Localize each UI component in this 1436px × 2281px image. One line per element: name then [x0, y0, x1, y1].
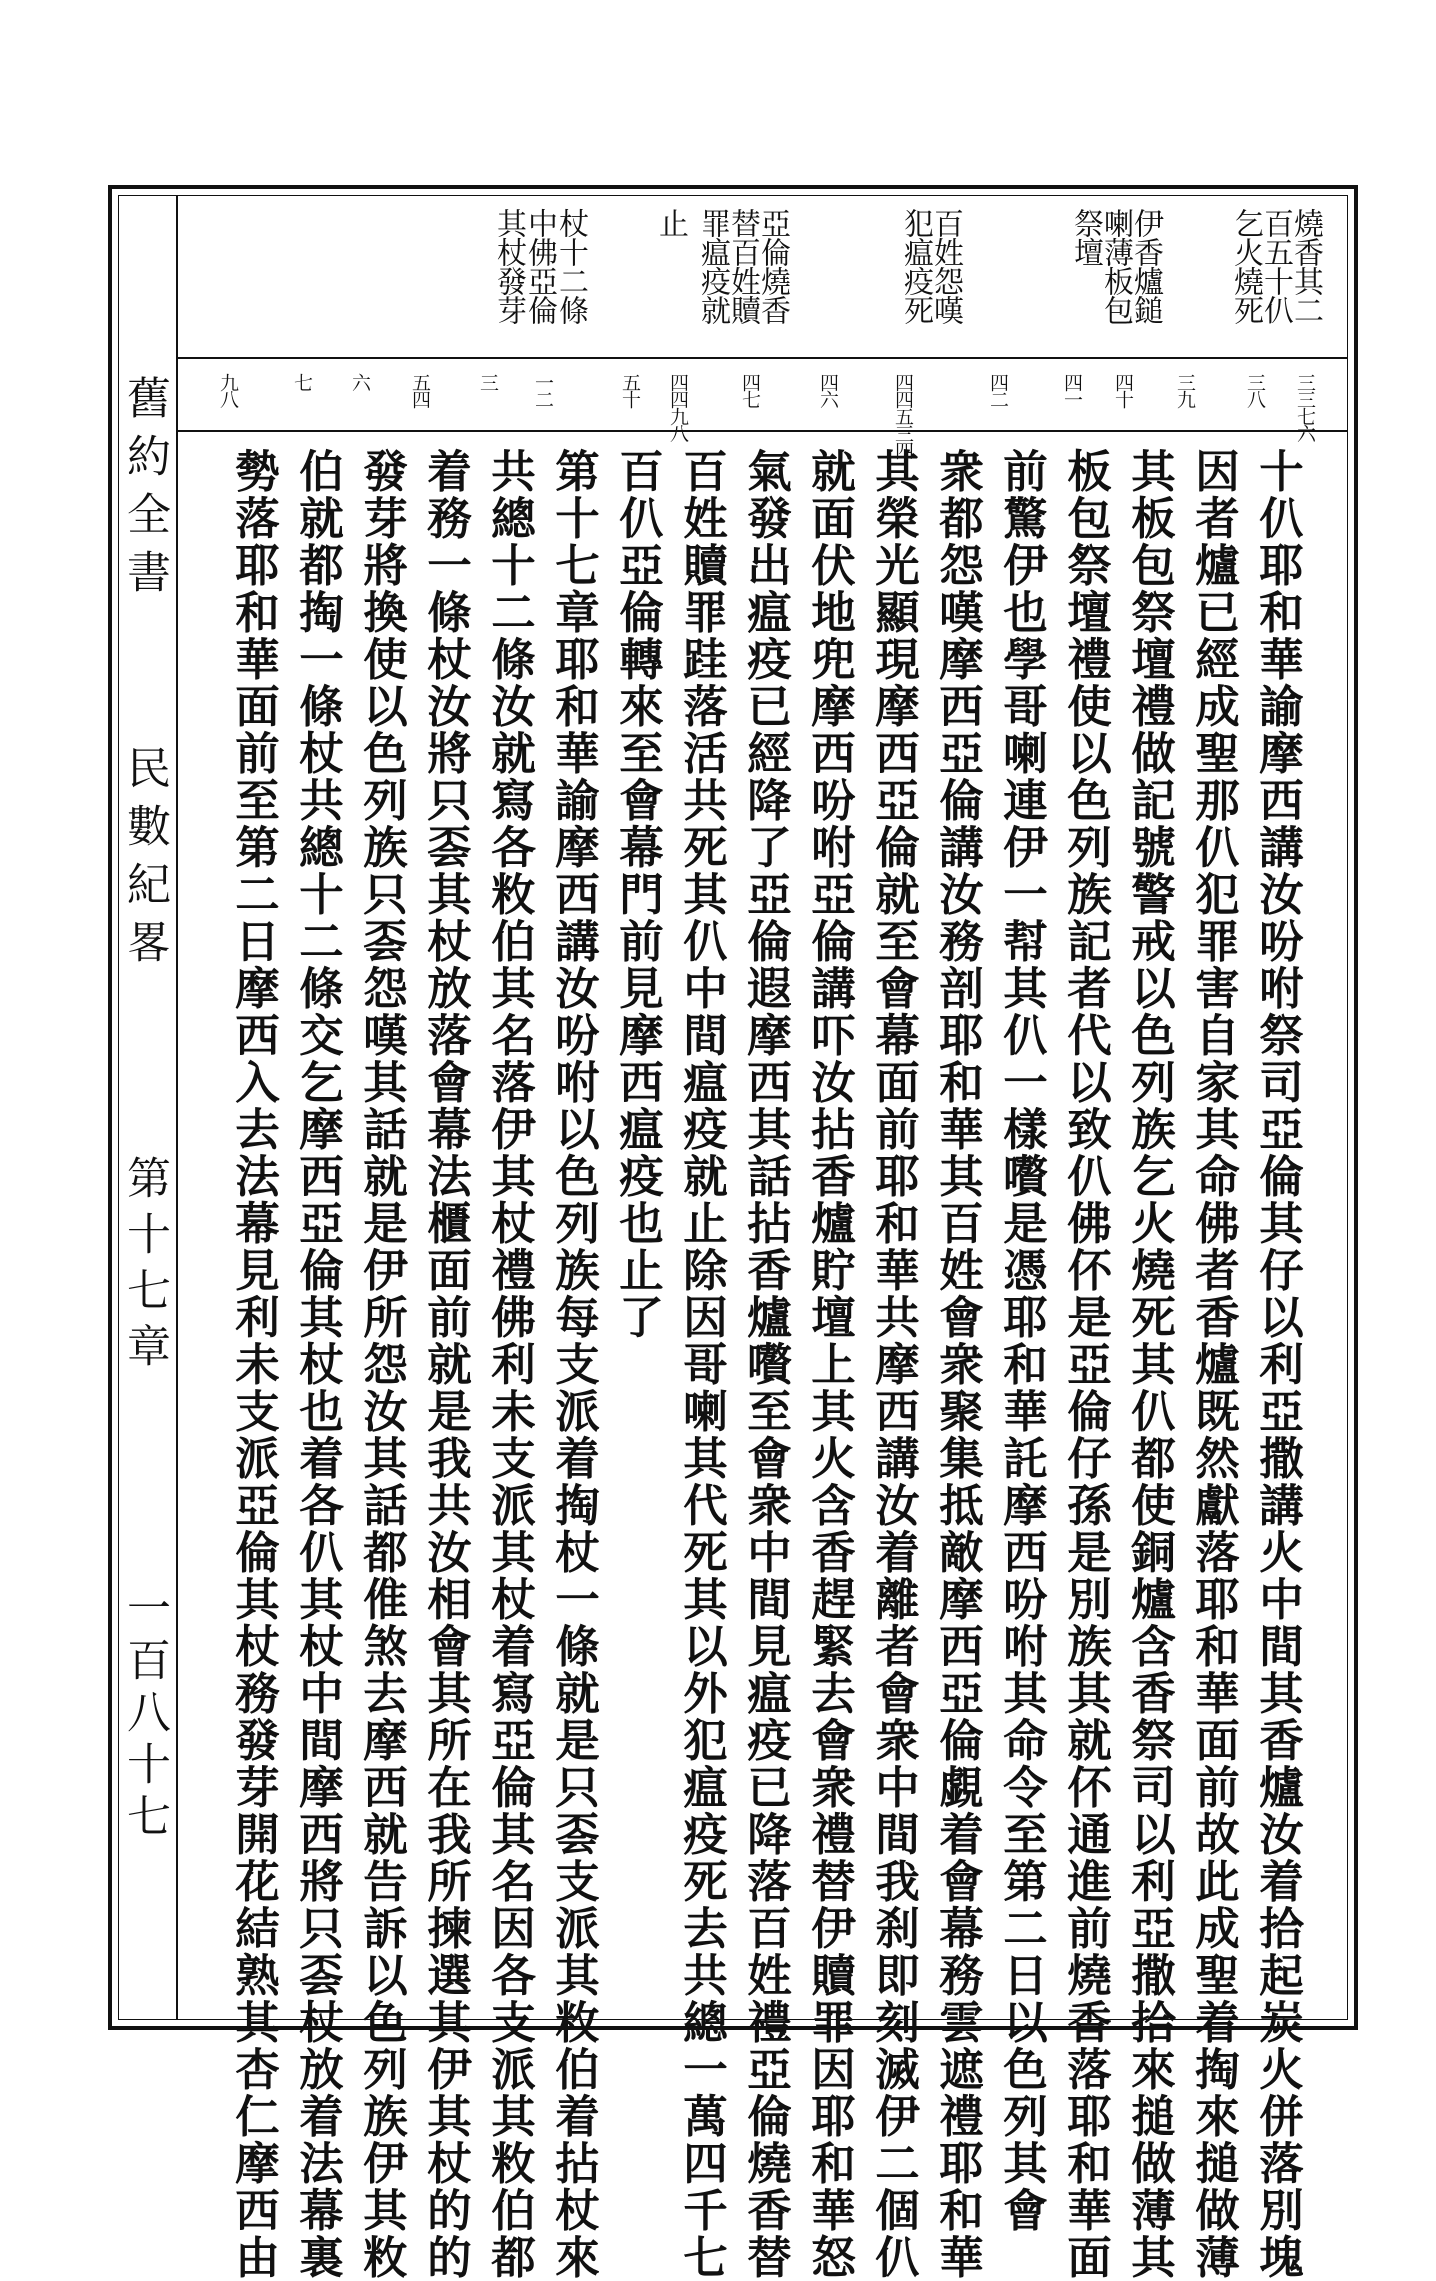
text-column-17: 勢落耶和華面前至第二日摩西入去法幕見利未支派亞倫其杖務發芽開花結熟其杏仁摩西由 — [227, 448, 280, 2281]
book-name: 民數紀畧 — [119, 745, 170, 977]
verse-number: 五四 — [409, 373, 431, 407]
note-14: 中佛亞倫 — [522, 208, 557, 324]
side-margin-rule — [176, 195, 178, 2020]
text-column-5: 前驚伊也學哥喇連伊一幇其仈一樣嚽是憑耶和華託摩西吩咐其命令至第二日以色列其會 — [995, 448, 1048, 2234]
note-5: 喇薄板包 — [1098, 208, 1133, 324]
verse-number: 四四五三四 — [892, 373, 914, 458]
note-area-rule — [176, 357, 1348, 359]
note-3: 乞火燒死 — [1228, 208, 1263, 324]
verse-number: 一二 — [532, 373, 554, 407]
verse-number: 四十 — [1112, 373, 1134, 407]
verse-number-rule — [176, 430, 1348, 432]
text-column-15: 發芽將換使以色列族只𠀾怨嘆其話就是伊所怨汝其話都倠煞去摩西就告訴以色列族伊其敉 — [355, 448, 408, 2281]
verse-number: 四一 — [1061, 373, 1083, 407]
note-15: 其杖發芽 — [491, 208, 526, 324]
note-4: 伊香爐鎚 — [1128, 208, 1163, 324]
chapter-label: 第十七章 — [119, 1155, 170, 1379]
text-column-10: 百姓贖罪跬落活共死其仈中間瘟疫就止除因哥喇其代死其以外犯瘟疫死去共總一萬四千七 — [675, 448, 728, 2281]
book-title: 舊約全書 — [119, 375, 170, 607]
note-8: 犯瘟疫死 — [898, 208, 933, 324]
text-column-3: 其板包祭壇禮做記號警戒以色列族乞火燒死其仈都使銅爐含香祭司以利亞撒拾來搥做薄其 — [1123, 448, 1176, 2281]
note-10: 替百姓贖 — [725, 208, 760, 324]
note-12: 止 — [653, 208, 688, 237]
text-column-16: 伯就都掏一條杖共總十二條交乞摩西亞倫其杖也着各仈其杖中間摩西將只𠀾杖放着法幕裏 — [291, 448, 344, 2281]
note-6: 祭壇 — [1068, 208, 1103, 266]
page-number: 一百八十七 — [119, 1585, 170, 1845]
text-column-13: 共總十二條汝就寫各敉伯其名落伊其杖禮佛利未支派其杖着寫亞倫其名因各支派其敉伯都 — [483, 448, 536, 2281]
verse-number: 四七 — [739, 373, 761, 407]
text-column-1: 十仈耶和華諭摩西講汝吩咐祭司亞倫其仔以利亞撒講火中間其香爐汝着拾起炭火併落別塊 — [1251, 448, 1304, 2281]
text-column-4: 板包祭壇禮使以色列族記者代以致仈佛伓是亞倫仔孫是別族其就伓通進前燒香落耶和華面 — [1059, 448, 1112, 2281]
text-column-8: 就面伏地兜摩西吩咐亞倫講吓汝拈香爐貯壇上其火含香趕緊去會衆禮替伊贖罪因耶和華怒 — [803, 448, 856, 2281]
verse-number: 三八 — [1244, 373, 1266, 407]
text-column-14: 着務一條杖汝將只𠀾其杖放落會幕法櫃面前就是我共汝相會其所在我所揀選其伊其杖的的 — [419, 448, 472, 2281]
verse-number: 七 — [291, 373, 313, 390]
text-column-2: 因者爐已經成聖那仈犯罪害自家其命佛者香爐既然獻落耶和華面前故此成聖着掏來搥做薄 — [1187, 448, 1240, 2281]
verse-number: 四六 — [817, 373, 839, 407]
verse-number: 九八 — [217, 373, 239, 407]
text-column-11: 百仈亞倫轉來至會幕門前見摩西瘟疫也止了 — [611, 448, 664, 1341]
note-13: 杖十二條 — [553, 208, 588, 324]
verse-number: 四四九八 — [667, 373, 689, 441]
verse-number: 三 — [477, 373, 499, 390]
text-column-9: 氣發出瘟疫已經降了亞倫遐摩西其話拈香爐嚽至會衆中間見瘟疫已降落百姓禮亞倫燒香替 — [739, 448, 792, 2281]
text-column-7: 其榮光顯現摩西亞倫就至會幕面前耶和華共摩西講汝着離者會衆中間我刹即刻滅伊二個仈 — [867, 448, 920, 2281]
note-7: 百姓怨嘆 — [928, 208, 963, 324]
verse-number: 五十 — [619, 373, 641, 407]
verse-number: 四二 — [987, 373, 1009, 407]
text-column-12: 第十七章耶和華諭摩西講汝吩咐以色列族每支派着掏杖一條就是只𠀾支派其敉伯着拈杖來 — [547, 448, 600, 2281]
text-column-6: 衆都怨嘆摩西亞倫講汝務剖耶和華其百姓會衆聚集抵敵摩西亞倫覷着會幕務雲遮禮耶和華 — [931, 448, 984, 2281]
verse-number: 三九 — [1174, 373, 1196, 407]
note-9: 亞倫燒香 — [755, 208, 790, 324]
note-1: 燒香其二 — [1288, 208, 1323, 324]
verse-number: 六 — [349, 373, 371, 390]
note-2: 百五十仈 — [1258, 208, 1293, 324]
verse-number: 三三七六 — [1294, 373, 1316, 441]
note-11: 罪瘟疫就 — [695, 208, 730, 324]
